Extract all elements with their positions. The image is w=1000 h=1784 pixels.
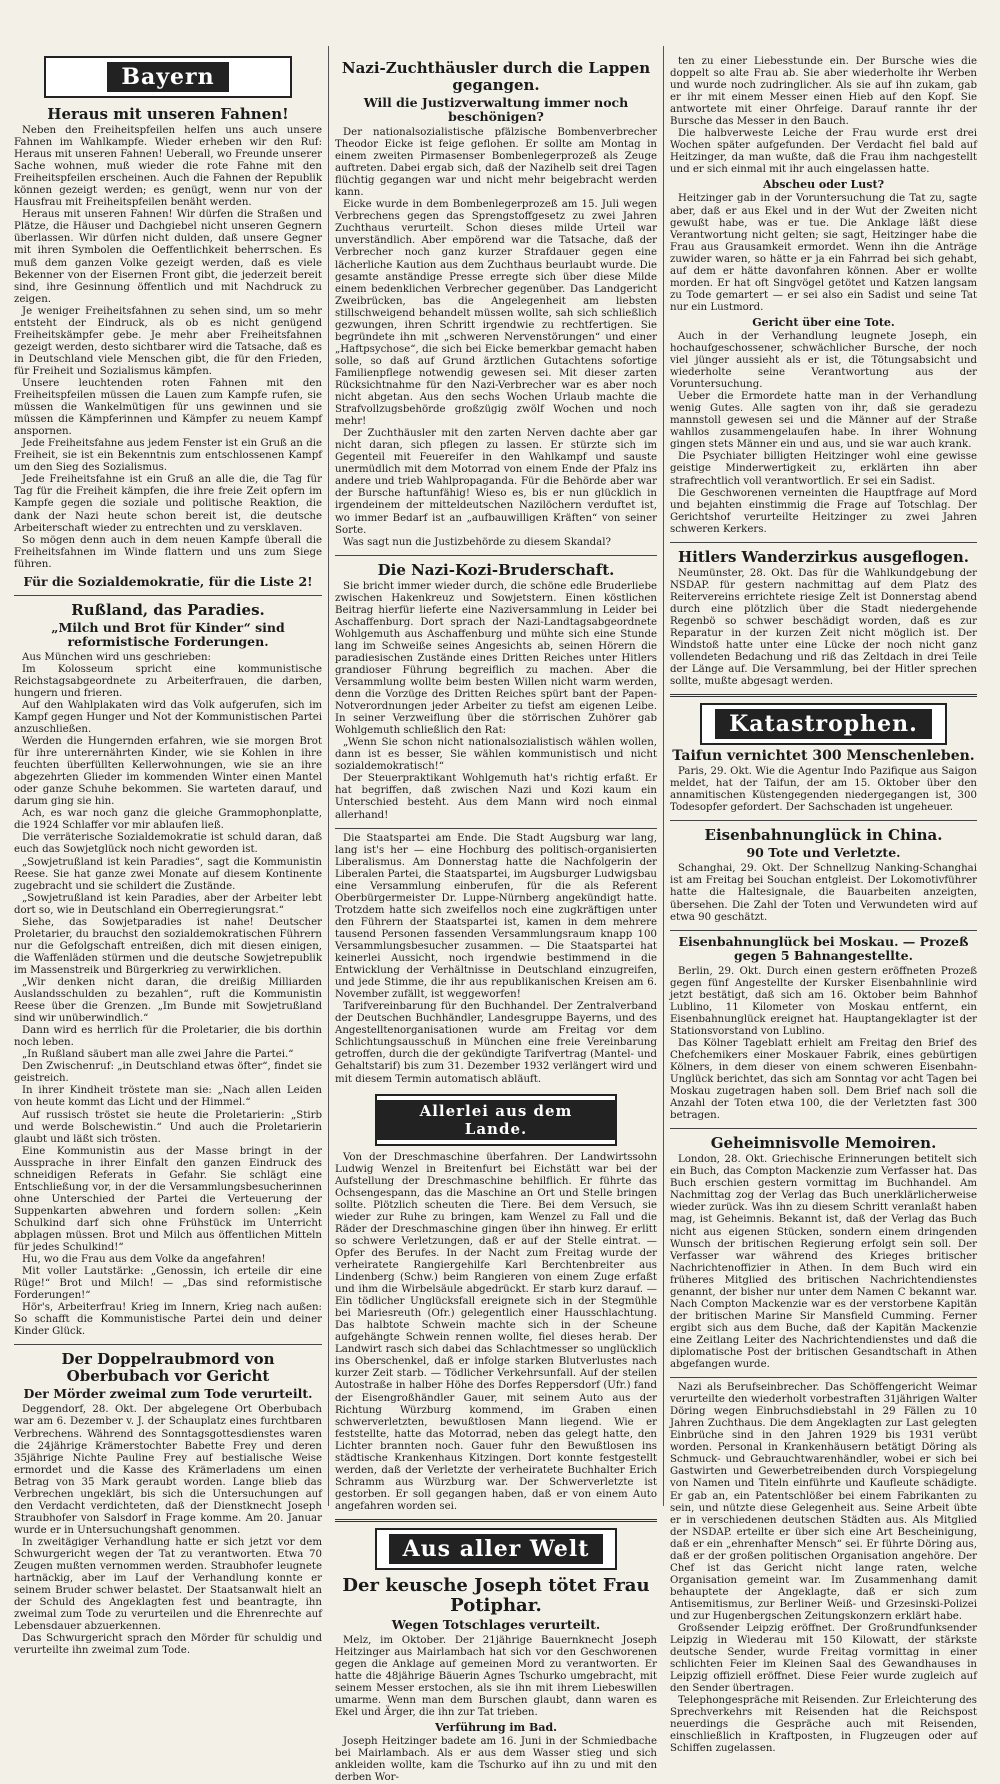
- paragraph: Was sagt nun die Justizbehörde zu diesem Skandal?: [343, 536, 611, 548]
- article-kozi: [335, 581, 657, 822]
- divider: [335, 828, 657, 829]
- divider: [670, 694, 977, 697]
- subheadline-totschlag: Wegen Totschlages verurteilt.: [391, 1616, 601, 1632]
- paragraph: Deggendorf, 28. Okt. Der abgelegene Ort Oberbubach war am 6. Dezember v. J. der Schauplatz eines furchtbaren Verbrechens. Während des Sonntagsgottesdienstes waren die 24jährige Krämerstochter Babette Frey und deren 35jährige Nichte Pauline Frey auf bestialische Weise ermordet und die Kasse des Krämerladens um einen Betrag von 35 Mark geraubt worden. Lange blieb das Verbrechen ungeklärt, bis sich die Untersuchungen auf den Verdacht verdichteten, daß der Dienstknecht Joseph Straubhofer von Salsdorf in Frage komme. Am 20. Januar wurde er in Untersuchungshaft genommen.: [14, 1404, 322, 1536]
- subheadline-gericht: Gericht über eine Tote.: [752, 315, 895, 329]
- paragraph: Die verräterische Sozialdemokratie ist schuld daran, daß euch das Sowjetglück noch nicht geworden ist.: [14, 832, 322, 856]
- divider: [14, 595, 322, 596]
- paragraph: Nazi als Berufseinbrecher. Das Schöffengericht Weimar verurteilte den wiederholt vorbestraften 31jährigen Walter Döring wegen Einbruchsdiebstahl in 29 Fällen zu 10 Jahren Zuchthaus. Die dem Angeklagten zur Last gelegten Einbrüche sind in den Jahren 1929 bis 1931 verübt worden. Personal in Krankenhäusern betätigt Döring als Schmuck- und Gebrauchtwarenhändler, wobei er sich bei Gastwirten und Gewerbetreibenden durch Vorspiegelung von Namen und Titeln einführte und Kaufleute schädigte. Er gab an, ein Patentschlößer bei einem Fabrikanten zu sein, und nützte diese Gelegenheit aus. Seine Arbeit übte er in verschiedenen deutschen Städten aus. Als Mitglied der NSDAP. erteilte er über sich eine Art Bescheinigung, daß er ein „ehrenhafter Mensch“ sei. Er führte Döring aus, daß er der großen politischen Organisation angehöre. Der Chef ist das Gericht nicht lange raten, welche Organisation gemeint war. Im Zusammenhang damit behauptete der Angeklagte, daß er sich zum Antisemitismus, zur Berliner Weiß- und Grzesinski-Polizei und zur Hugenbergschen Zeitungskonzern erklärt habe.: [670, 1382, 977, 1622]
- banner-label: Allerlei aus dem Lande.: [377, 1100, 615, 1140]
- headline-hitler: Hitlers Wanderzirkus ausgeflogen.: [678, 547, 969, 566]
- subheadline-abscheu: Abscheu oder Lust?: [762, 178, 885, 192]
- paragraph: Eine Kommunistin aus der Masse bringt in der Aussprache in ihrer Einfalt den ganzen Eindruck des schneidigen Referats in Gefahr. Sie schlägt eine Entschließung vor, in der die Versammlungsbesucherinnen ohne Unterschied der Partei die Verteuerung der Suppenkarten abwehren und fordern sollen: „Kein Schulkind darf sich ohne Frühstück im Unterricht abplagen müssen. Brot und Milch aus öffentlichen Mitteln für jedes Schulkind!“: [14, 1145, 322, 1254]
- headline-zuchthaeusler: Nazi-Zuchthäusler durch die Lappen gegangen.: [341, 59, 651, 94]
- banner-label: Aus aller Welt: [389, 1534, 604, 1564]
- subheadline-90-tote: 90 Tote und Verletzte.: [746, 845, 901, 861]
- paragraph: Auch in der Verhandlung leugnete Joseph, ein hochaufgeschossener, schwächlicher Bursche, der noch viel jünger aussieht als er ist, die Tötungsabsicht und wiederholte seine Verantwortung aus der Voruntersuchung.: [670, 330, 977, 391]
- banner-label: Katastrophen.: [715, 709, 932, 739]
- article-fahnen: [14, 125, 322, 571]
- subheadline-justiz: Will die Justizverwaltung immer noch beschönigen?: [363, 95, 629, 124]
- article-moskau: [670, 966, 977, 1123]
- paragraph: Siehe, das Sowjetparadies ist nahe! Deutscher Proletarier, du brauchst den sozialdemokratischen Führern nur die Gefolgschaft entreißen, dich mit diesen einigen, die Waffenläden stürmen und die deutsche Sowjetrepublik im Massenstreik und Bürgerkrieg zu verwirklichen.: [14, 916, 322, 976]
- article-zuchthaeusler: [335, 127, 657, 549]
- paragraph: Jede Freiheitsfahne ist ein Gruß an alle die, die Tag für Tag für die Freiheit kämpfen, die ihre freie Zeit opfern im Kampfe gegen die soziale und politische Reaktion, die dank der Nazi heute schon bereit ist, die deutsche Arbeiterschaft wieder zu entrechten und zu versklaven.: [14, 474, 322, 534]
- paragraph: „Wir denken nicht daran, die dreißig Milliarden Auslandsschulden zu bezahlen“, ruft die Kommunistin Reese über die Grenzen. „Im Bunde mit Sowjetrußland sind wir unüberwindlich.“: [14, 977, 322, 1025]
- paragraph: Aus München wird uns geschrieben:: [22, 651, 211, 663]
- paragraph: Das Kölner Tageblatt erhielt am Freitag den Brief des Chefchemikers einer Moskauer Fabrik, eines gebürtigen Kölners, in dem dieser von einem schweren Eisenbahn-Unglück berichtet, das sich am Sonntag vor acht Tagen bei Moskau zugetragen haben soll. Dem Brief nach soll die Anzahl der Toten etwa 100, die der Verletzten fast 300 betragen.: [670, 1037, 977, 1122]
- paragraph: Der Steuerpraktikant Wohlgemuth hat's richtig erfaßt. Er hat begriffen, daß zwischen Nazi und Kozi kaum ein Unterschied besteht. Aus dem Mann wird noch einmal allerhand!: [335, 773, 657, 821]
- paragraph: Hör's, Arbeiterfrau! Krieg im Innern, Krieg nach außen: So schafft die Kommunistische Partei dein und deiner Kinder Glück.: [14, 1302, 322, 1338]
- subheadline-moerder: Der Mörder zweimal zum Tode verurteilt.: [23, 1386, 313, 1402]
- headline-russland: Rußland, das Paradies.: [71, 600, 265, 619]
- divider: [670, 1377, 977, 1378]
- section-banner-bayern: [44, 56, 292, 98]
- paragraph: „Sowjetrußland ist kein Paradies, aber der Arbeiter lebt dort so, wie in Deutschland ein Oberregierungsrat.“: [14, 892, 322, 916]
- subheadline-milch: „Milch und Brot für Kinder“ sind reformistische Forderungen.: [51, 619, 285, 649]
- article-staatspartei: [335, 833, 657, 1086]
- paragraph: Heraus mit unseren Fahnen! Wir dürfen die Straßen und Plätze, die Häuser und Dachgiebel nicht unseren Gegnern überlassen. Wir dürfen nicht dulden, daß unsere Gegner mit ihren Symbolen die Oeffentlichkeit beherrschen. Es muß dem ganzen Volke gezeigt werden, daß es viele Bekenner von der Eisernen Front gibt, die jederzeit bereit sind, ihre Gesinnung öffentlich und mit Nachdruck zu zeigen.: [14, 209, 322, 305]
- article-abscheu: [670, 193, 977, 313]
- headline-fahnen: Heraus mit unseren Fahnen!: [47, 105, 289, 123]
- paragraph: Hu, wo die Frau aus dem Volke da angefahren!: [22, 1254, 266, 1266]
- paragraph: Die halbverweste Leiche der Frau wurde erst drei Wochen später aufgefunden. Der Verdacht fiel bald auf Heitzinger, da man wußte, daß die Frau ihm nachgestellt und er sich einmal mit ihr auch eingelassen hatte.: [670, 128, 977, 176]
- paragraph: ten zu einer Liebesstunde ein. Der Bursche wies die doppelt so alte Frau ab. Sie aber wiederholte ihr Werben und wurde noch zudringlicher. Als sie auf ihn zukam, gab er ihr mit einem Messer einen Hieb auf den Kopf. Sie antwortete mit einer Ohrfeige. Darauf rannte ihr der Bursche das Messer in den Bauch.: [670, 56, 977, 128]
- paragraph: Je weniger Freiheitsfahnen zu sehen sind, um so mehr entsteht der Eindruck, als ob es nicht genügend Freiheitskämpfer gebe. Je mehr aber Freiheitsfahnen gezeigt werden, desto sichtbarer wird die Tatsache, daß es in Deutschland viele Menschen gibt, die für den Frieden, für Freiheit und Sozialismus kämpfen.: [14, 305, 322, 377]
- paragraph: Schanghai, 29. Okt. Der Schnellzug Nanking-Schanghai ist am Freitag bei Souchan entgleist. Der Lokomotivführer hatte die Haltesignale, die Bauarbeiten anzeigten, übersehen. Die Zahl der Toten und Verwundeten wird auf etwa 90 geschätzt.: [670, 863, 977, 923]
- headline-kozi: Die Nazi-Kozi-Bruderschaft.: [377, 560, 615, 579]
- headline-taifun: Taifun vernichtet 300 Menschenleben.: [672, 748, 975, 765]
- article-russland: [14, 652, 322, 1339]
- paragraph: London, 28. Okt. Griechische Erinnerungen betitelt sich ein Buch, das Compton Mackenzie zum Verfasser hat. Das Buch erschien gestern vormittag im Buchhandel. Am Nachmittag zog der Verlag das Buch unerklärlicherweise wieder zurück. Was ihn zu diesem Schritt veranlaßt haben mag, ist Geheimnis. Bekannt ist, daß der Verlag das Buch nicht aus eigenen Stücken, sondern einem dringenden Wunsch der britischen Regierung erfolgt sein soll. Der Verfasser war während des Krieges britischer Nachrichtenoffizier in Athen. In dem Buch wird ein früheres Mitglied des britischen Nachrichtendienstes genannt, der bisher nur unter dem Namen C bekannt war. Nach Compton Mackenzie war es der verstorbene Kapitän der britischen Marine Sir Mansfield Cumming. Ferner ergibt sich aus dem Buche, daß der Kapitän Mackenzie eine Zeitlang Leiter des Nachrichtendienstes und daß die diplomatische Post der britischen Gesandtschaft in Athen abgefangen wurde.: [670, 1154, 977, 1371]
- subheadline-bad: Verführung im Bad.: [435, 1721, 557, 1735]
- paragraph: Der nationalsozialistische pfälzische Bombenverbrecher Theodor Eicke ist feige geflohen. Er sollte am Montag in einem zweiten Pirmasenser Bombenlegerprozeß als Zeuge auftreten. Dabei ergab sich, daß der Nazihelb seit drei Tagen flüchtig gegangen war und nicht mehr beigebracht werden kann.: [335, 127, 657, 199]
- divider: [670, 542, 977, 543]
- column-middle: [328, 46, 663, 1784]
- paragraph: „In Rußland säubert man alle zwei Jahre die Partei.“: [22, 1049, 294, 1061]
- divider: [335, 555, 657, 556]
- divider: [14, 1344, 322, 1345]
- headline-china: Eisenbahnunglück in China.: [704, 826, 943, 845]
- paragraph: Mit voller Lautstärke: „Genossin, ich erteile dir eine Rüge!“ Brot und Milch! — „Das sind reformistische Forderungen!“: [14, 1266, 322, 1302]
- paragraph: Neumünster, 28. Okt. Das für die Wahlkundgebung der NSDAP. für gestern nachmittag auf dem Platz des Reitervereins errichtete riesige Zelt ist Donnerstag abend durch eine plötzlich über die Stadt niedergehende Regenbö so schwer beschädigt worden, daß es zur Reparatur in der kurzen Zeit nicht möglich ist. Der Windstoß hatte unter eine Lücke der noch nicht ganz vollendeten Bedachung und riß das Zeltdach in drei Teile der Länge auf. Die Versammlung, bei der Hitler sprechen sollte, mußte abgesagt werden.: [670, 567, 977, 688]
- article-short-notes: [670, 1382, 977, 1755]
- paragraph: Sie bricht immer wieder durch, die schöne edle Bruderliebe zwischen Hakenkreuz und Sowjetstern. Einen köstlichen Beitrag hierfür lieferte eine Naziversammlung in Leider bei Aschaffenburg. Dort sprach der Nazi-Landtagsabgeordnete Wohlgemuth aus Aschaffenburg und mühte sich eine Stunde lang im Schweiße seines Angesichts ab, seinen Hörern die paradiesischen Zustände eines Dritten Reiches unter Hitlers grandioser Führung begreiflich zu machen. Aber die Versammlung wollte beim besten Willen nicht warm werden, denn die Vorzüge des Dritten Reiches spürt bant der Papen-Notverordnungen jeder Arbeiter zu tiefst am eigenen Leibe. In seiner Verzweiflung über die störrischen Zuhörer gab Wohlgemuth schließlich den Rat:: [335, 580, 657, 737]
- paragraph: „Wenn Sie schon nicht nationalsozialistisch wählen wollen, dann ist es besser, Sie wählen kommunistisch und nicht sozialdemokratisch!“: [335, 737, 657, 773]
- paragraph: Dann wird es herrlich für die Proletarier, die bis dorthin noch leben.: [14, 1025, 322, 1049]
- article-memoiren: [670, 1154, 977, 1371]
- paragraph: Neben den Freiheitspfeilen helfen uns auch unsere Fahnen im Wahlkampfe. Wieder erheben wir den Ruf: Heraus mit unseren Fahnen! Ueberall, wo Freunde unserer Sache wohnen, muß wieder die rote Fahne mit den Freiheitspfeilen erscheinen. Auch die Fahnen der Republik können gezeigt werden; es genügt, wenn nur von der Hausfrau mit Freiheitspfeilen benäht werden.: [14, 125, 322, 209]
- paragraph: Werden die Hungernden erfahren, wie sie morgen Brot für ihre unterernährten Kinder, wie sie Kohlen in ihre feuchten überfüllten Kellerwohnungen, wie sie an ihre abgezehrten Glieder im kommenden Winter einen Mantel oder ganze Schuhe bekommen. Sie warteten darauf, und darum ging sie hin.: [14, 736, 322, 808]
- section-banner-katastrophen: [700, 703, 947, 745]
- paragraph: Heitzinger gab in der Voruntersuchung die Tat zu, sagte aber, daß er aus Ekel und in der Wut der Zweiten nicht gewußt habe, was er tue. Die Anklage läßt diese Verantwortung nicht gelten; sie sagt, Heitzinger habe die Frau aus Grausamkeit ermordet. Wenn ihn die Anträge zuwider waren, so hätte er ja ein Fahrrad bei sich gehabt, auf dem er hätte davonfahren können. Aber er wollte morden. Er hat oft Singvögel getötet und Katzen langsam zu Tode gemartert — er sei also ein Sadist und seine Tat nur ein Lustmord.: [670, 193, 977, 313]
- paragraph: Eicke wurde in dem Bombenlegerprozeß am 15. Juli wegen Verbrechens gegen das Sprengstoffgesetz zu zwei Jahren Zuchthaus verurteilt. Schon dieses milde Urteil war unverständlich. Aber empörend war die Tatsache, daß der Verbrecher noch ganz kurzer Strafdauer gegen eine lächerliche Kaution aus dem Zuchthaus beurlaubt wurde. Die gesamte anständige Presse erregte sich über diese Milde einem bedenklichen Verbrecher gegenüber. Das Landgericht Zweibrücken, bas die Angelegenheit am liebsten stillschweigend behandelt müssen wollte, sah sich schließlich gezwungen, ihren Schritt irgendwie zu rechtfertigen. Sie begründete ihn mit „schweren Nervenstörungen“ und einer „Haftpsychose“, die sich bei Eicke bemerkbar gemacht haben solle, so daß auf Grund ärztlichen Gutachtens sofortige Familienpflege notwendig gewesen sei. Mit dieser zarten Rücksichtnahme für den Nazi-Verbrecher war es aber noch nicht abgetan. Aus den sechs Wochen Urlaub machte die Strafvollzugsbehörde großzügig zwölf Wochen und noch mehr!: [335, 199, 657, 428]
- paragraph: Im Kolosseum spricht eine kommunistische Reichstagsabgeordnete zu Arbeiterfrauen, die darben, hungern und frieren.: [14, 663, 322, 699]
- paragraph: In zweitägiger Verhandlung hatte er sich jetzt vor dem Schwurgericht wegen der Tat zu verantworten. Etwa 70 Zeugen mußten vernommen werden. Straubhofer leugnete hartnäckig, aber im Lauf der Verhandlung konnte er seinem Bruder schwer belastet. Der Staatsanwalt hielt an der Schuld des Angeklagten fest und beantragte, ihn zweimal zum Tode zu verurteilen und die Ehrenrechte auf Lebensdauer abzuerkennen.: [14, 1536, 322, 1633]
- paragraph: Telephongespräche mit Reisenden. Zur Erleichterung des Sprechverkehrs mit Reisenden hat die Reichspost neuerdings die Gespräche auch mit Reisenden, einschließlich in Kraftposten, in Flugzeugen oder auf Schiffen zugelassen.: [670, 1695, 978, 1755]
- article-hitler: [670, 568, 977, 688]
- article-joseph: [335, 1635, 657, 1719]
- paragraph: Auf russisch tröstet sie heute die Proletarierin: „Stirb und werde Bolschewistin.“ Und auch die Proletarierin glaubt und läßt sich trösten.: [14, 1109, 322, 1145]
- paragraph: Das Schwurgericht sprach den Mörder für schuldig und verurteilte ihn zweimal zum Tode.: [14, 1633, 322, 1657]
- paragraph: Großsender Leipzig eröffnet. Der Großrundfunksender Leipzig in Wiederau mit 150 Kilowatt, der stärkste deutsche Sender, wurde Freitag vormittag in einer schlichten Feier im Kleinen Saal des Gewandhauses in Leipzig offiziell eröffnet. Diese Feier wurde zugleich auf den Sender übertragen.: [670, 1623, 977, 1695]
- paragraph: Ueber die Ermordete hatte man in der Verhandlung wenig Gutes. Alle sagten von ihr, daß sie geradezu mannstoll gewesen sei und die Männer auf der Straße wahllos zusammengelaufen habe. In ihrer Wohnung gingen stets Männer ein und aus, und sie war auch krank.: [670, 391, 977, 451]
- paragraph: Melz, im Oktober. Der 21jährige Bauernknecht Joseph Heitzinger aus Mairlambach hat sich vor den Geschworenen gegen die Anklage auf gemeinen Mord zu verantworten. Er hatte die 48jährige Bäuerin Agnes Tschurko umgebracht, mit seinem Messer erstochen, als sie ihn mit ihrem Liebeswillen umarme. Wenn man dem Burschen glaubt, dann waren es Ekel und Ärger, die ihn zur Tat trieben.: [335, 1634, 657, 1719]
- paragraph: „Sowjetrußland ist kein Paradies“, sagt die Kommunistin Reese. Sie hat ganze zwei Monate auf diesem Kontinente zugebracht und sie schildert die Zustände.: [14, 856, 322, 892]
- article-gericht: [670, 331, 977, 536]
- article-china: [670, 863, 977, 923]
- paragraph: Die Geschworenen verneinten die Hauptfrage auf Mord und bejahten einstimmig die Frage auf Totschlag. Der Gerichtshof verurteilte Heitzinger zu zwei Jahren schweren Kerkers.: [670, 487, 977, 535]
- divider: [670, 1128, 977, 1129]
- article-lande: [335, 1152, 657, 1513]
- headline-joseph: Der keusche Joseph tötet Frau Potiphar.: [342, 1574, 650, 1616]
- headline-moskau: Eisenbahnunglück bei Moskau. — Prozeß gegen 5 Bahnangestellte.: [678, 933, 969, 963]
- divider: [670, 820, 977, 821]
- section-banner-welt: [375, 1528, 617, 1570]
- paragraph: Ach, es war noch ganz die gleiche Grammophonplatte, die 1924 Schlaffer vor mir ablaufen ließ.: [14, 808, 322, 832]
- paragraph: Jede Freiheitsfahne aus jedem Fenster ist ein Gruß an die Freiheit, sie ist ein Bekenntnis zum entschlossenen Kampf um den Sieg des Sozialismus.: [14, 438, 322, 474]
- paragraph: Den Zwischenruf: „in Deutschland etwas öfter“, findet sie geistreich.: [14, 1061, 322, 1085]
- section-banner-lande: [375, 1094, 617, 1146]
- paragraph: So mögen denn auch in dem neuen Kampfe überall die Freiheitsfahnen im Winde flattern und uns zum Siege führen.: [14, 534, 322, 570]
- paragraph: Auf den Wahlplakaten wird das Volk aufgerufen, sich im Kampf gegen Hunger und Not der Kommunistischen Partei anzuschließen.: [14, 699, 322, 736]
- article-bad: [335, 1736, 657, 1784]
- headline-memoiren: Geheimnisvolle Memoiren.: [710, 1134, 937, 1153]
- article-taifun: [670, 766, 977, 814]
- column-left: [8, 46, 328, 1657]
- paragraph: Die Psychiater billigten Heitzinger wohl eine gewisse geistige Minderwertigkeit zu, erklärten ihn aber strafrechtlich voll verantwortlich. Er sei ein Sadist.: [670, 451, 977, 487]
- paragraph: Unsere leuchtenden roten Fahnen mit den Freiheitspfeilen müssen die Lauen zum Kampfe rufen, sie müssen die Wankelmütigen für uns gewinnen und sie müssen die Kämpferinnen und Kämpfer zu neuem Kampf anspornen.: [14, 377, 322, 438]
- divider: [335, 1519, 657, 1522]
- article-joseph-continued: [670, 56, 977, 176]
- paragraph: In ihrer Kindheit tröstete man sie: „Nach allen Leiden von heute kommt das Licht und der Himmel.“: [14, 1085, 322, 1109]
- paragraph: Joseph Heitzinger badete am 16. Juni in der Schmiedbache bei Mairlambach. Als er aus dem Wasser stieg und sich ankleiden wollte, kam die Tschurko auf ihn zu und mit den derben Wor-: [335, 1736, 657, 1784]
- paragraph: Von der Dreschmaschine überfahren. Der Landwirtssohn Ludwig Wenzel in Breitenfurt bei Eichstätt war bei der Aufstellung der Dreschmaschine behilflich. Er führte das Ochsengespann, das die Maschine an Ort und Stelle bringen sollte. Plötzlich scheuten die Tiere. Bei dem Versuch, sie wieder zur Ruhe zu bringen, kam Wenzel zu Fall und die Räder der Dreschmaschine gingen über ihn hinweg. Er erlitt so schwere Verletzungen, daß er auf der Stelle eintrat. — Opfer des Berufes. In der Nacht zum Freitag wurde der verheiratete Rangiergehilfe Karl Berchtenbreiter aus Lindenberg (Schw.) beim Rangieren von einem Zuge erfaßt und ihm die Wirbelsäule abgedrückt. Er starb kurz darauf. — Ein tödlicher Unglücksfall ereignete sich in der Stegmühle bei Mariesreuth (Ofr.) gelegentlich einer Hausschlachtung. Das halbtote Schwein machte sich in der Scheune aufgehängte Schwein rennen wollte, fiel dieses herab. Der Landwirt rasch sich dabei das Schlachtmesser so unglücklich ins Oberschenkel, daß er infolge starken Blutverlustes nach kurzer Zeit starb. — Tödlicher Verkehrsunfall. Auf der steilen Autostraße in halber Höhe des Dorfes Reppersdorf (Ufr.) fand der Eisengroßhändler Gauer, mit seinem Auto aus der Richtung Würzburg kommend, im Graben einen schwerverletzten, bewußtlosen Mann liegend. Wie er feststellte, hatte das Motorrad, neben das gelegt hatte, den Lichter brannten noch. Gauer fuhr den Bewußtlosen ins städtische Krankenhaus Kitzingen. Dort konnte festgestellt werden, daß der Verletzte der verheiratete Buchhalter Erich Schramm aus Würzburg war. Der Schwerverletzte ist gestorben. Er soll gegangen haben, daß er von einem Auto angefahren worden sei.: [335, 1151, 657, 1512]
- paragraph: Der Zuchthäusler mit den zarten Nerven dachte aber gar nicht daran, sich pflegen zu lassen. Er stürzte sich im Gegenteil mit Feuereifer in den Wahlkampf und sauste unermüdlich mit dem Motorrad von einem Ende der Pfalz ins andere und trieb Wahlpropaganda. Für die Behörde aber war der Bursche haftunfähig! Wieso es, bis er nun glücklich in irgendeinem der mitteldeutschen Nazilöchern verduftet ist, wo immer Bedarf ist an „aufbauwilligen Kräften“ von seiner Sorte.: [335, 428, 657, 536]
- column-right: [663, 46, 983, 1755]
- paragraph: Die Staatspartei am Ende. Die Stadt Augsburg war lang, lang ist's her — eine Hochburg des politisch-organisierten Liberalismus. Am Donnerstag hatte die Nachfolgerin der Liberalen Partei, die Staatspartei, im Augsburger Ludwigsbau eine Versammlung einberufen, für die als Referent Oberbürgermeister Dr. Luppe-Nürnberg angekündigt hatte. Trotzdem hatte sich zweifellos noch eine zugkräftigen unter den Führern der Staatspartei ist, kamen in dem mehrere tausend Personen fassenden Versammlungsraum knapp 100 Versammlungsbesucher zusammen. — Die Staatspartei hat keinerlei Aussicht, noch irgendwie bestimmend in die Entwicklung der Verhältnisse in Deutschland einzugreifen, und jede Stimme, die ihr aus republikanischen Kreisen am 6. November zufällt, ist weggeworfen!: [335, 832, 657, 1001]
- paragraph: Paris, 29. Okt. Wie die Agentur Indo Pazifique aus Saigon meldet, hat der Taifun, der am 15. Oktober über den annamitischen Küstengegenden niedergegangen ist, 300 Todesopfer gefordert. Der Sachschaden ist ungeheuer.: [670, 766, 977, 814]
- headline-doppelraubmord: Der Doppelraubmord von Oberbubach vor Gericht: [61, 1350, 275, 1386]
- divider: [670, 930, 977, 931]
- paragraph: Tarifvereinbarung für den Buchhandel. Der Zentralverband der Deutschen Buchhändler, Landesgruppe Bayerns, und des Angestelltenorganisationen wurde am Freitag vor dem Schlichtungsausschuß in München eine freie Vereinbarung getroffen, durch die der gekündigte Tarifvertrag (Mantel- und Gehaltstarif) bis zum 31. Dezember 1932 verlängert wird und mit diesem Termin automatisch abläuft.: [335, 1001, 657, 1085]
- article-doppelraubmord: [14, 1404, 322, 1657]
- slogan-sozialdemokratie: Für die Sozialdemokratie, für die Liste 2!: [23, 573, 313, 589]
- paragraph: Berlin, 29. Okt. Durch einen gestern eröffneten Prozeß gegen fünf Angestellte der Kursker Eisenbahnlinie wird jetzt bestätigt, daß sich am 16. Oktober beim Bahnhof Lublino, 11 Kilometer von Moskau entfernt, ein Eisenbahnunglück ereignet hat. Hauptangeklagter ist der Stationsvorstand von Lublino.: [670, 965, 977, 1037]
- banner-label: Bayern: [107, 62, 228, 92]
